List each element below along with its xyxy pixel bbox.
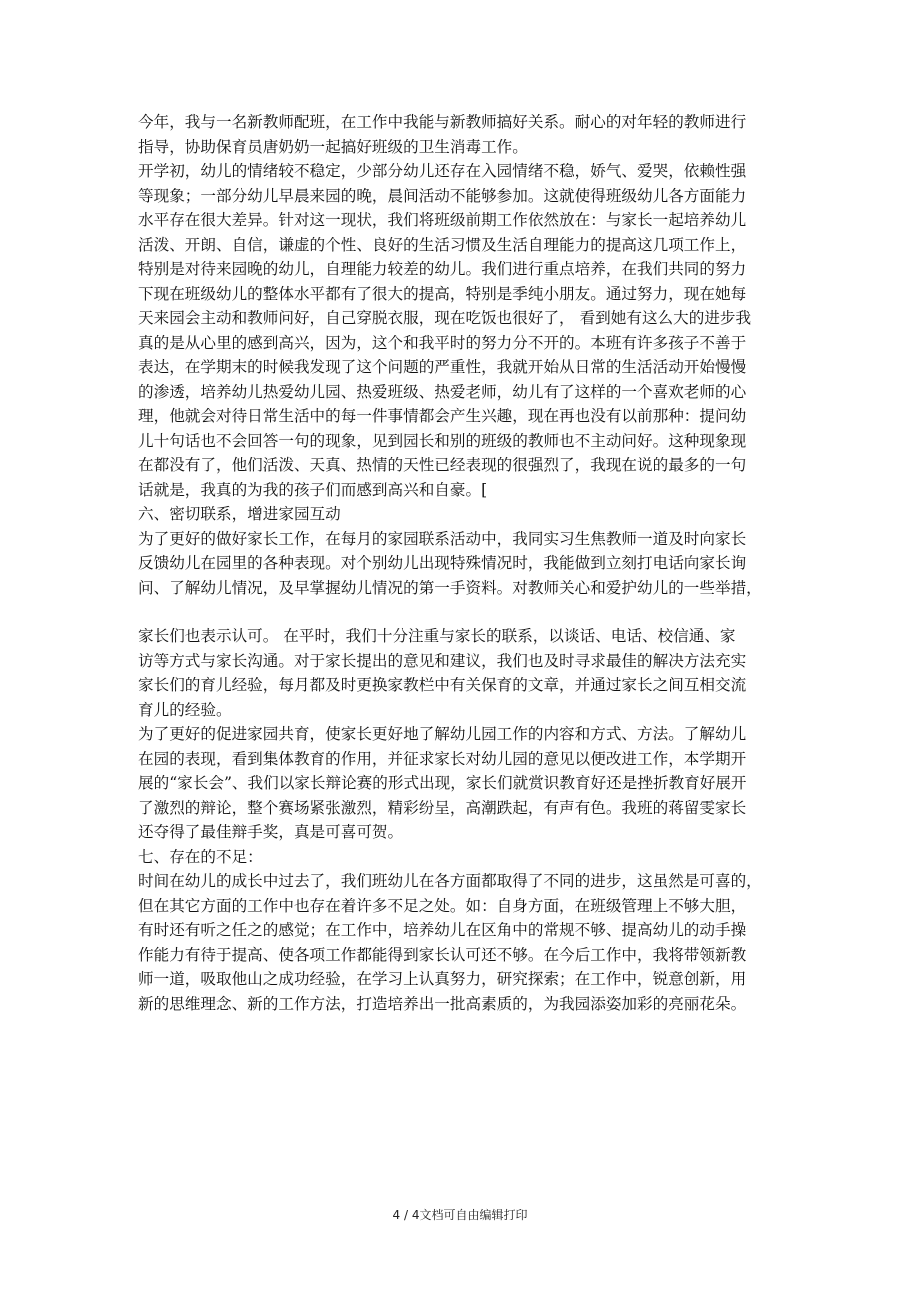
text-line: 理，他就会对待日常生活中的每一件事情都会产生兴趣，现在再也没有以前那种：提问幼	[138, 407, 747, 425]
document-body	[138, 110, 790, 1016]
text-line: 作能力有待于提高、使各项工作都能得到家长认可还不够。在今后工作中，我将带领新教	[138, 945, 747, 964]
text-line: 下现在班级幼儿的整体水平都有了很大的提高，特别是季纯小朋友。通过努力，现在她每	[138, 284, 747, 303]
text-line: 水平存在很大差异。针对这一现状，我们将班级前期工作依然放在：与家长一起培养幼儿	[138, 211, 747, 229]
text-line: 开学初，幼儿的情绪较不稳定，少部分幼儿还存在入园情绪不稳，娇气、爱哭，依赖性强	[138, 162, 747, 180]
text-line: 天来园会主动和教师问好，自己穿脱衣服，现在吃饭也很好了， 看到她有这么大的进步我	[138, 309, 752, 327]
text-line: 在都没有了，他们活泼、天真、热情的天性已经表现的很强烈了，我现在说的最多的一句	[138, 456, 747, 474]
text-line: 问、了解幼儿情况，及早掌握幼儿情况的第一手资料。对教师关心和爱护幼儿的一些举措，	[138, 578, 762, 597]
text-line: 儿十句话也不会回答一句的现象，见到园长和别的班级的教师也不主动问好。这种现象现	[138, 431, 747, 450]
text-line: 今年，我与一名新教师配班，在工作中我能与新教师搞好关系。耐心的对年轻的教师进行	[138, 113, 747, 131]
text-line: 但在其它方面的工作中也存在着许多不足之处。如：自身方面，在班级管理上不够大胆，	[138, 896, 747, 915]
section-heading: 七、存在的不足：	[138, 847, 263, 866]
text-line: 家长们的育儿经验，每月都及时更换家教栏中有关保育的文章，并通过家长之间互相交流	[138, 676, 747, 694]
text-line: 在园的表现，看到集体教育的作用，并征求家长对幼儿园的意见以便改进工作，本学期开	[138, 749, 747, 768]
text-line: 表达，在学期末的时候我发现了这个问题的严重性，我就开始从日常的生活活动开始慢慢	[138, 358, 747, 376]
text-line: 指导，协助保育员唐奶奶一起搞好班级的卫生消毒工作。	[138, 137, 528, 156]
text-line: 活泼、开朗、自信，谦虚的个性、良好的生活习惯及生活自理能力的提高这几项工作上，	[138, 235, 747, 254]
text-line: 访等方式与家长沟通。对于家长提出的意见和建议，我们也及时寻求最佳的解决方法充实	[138, 651, 747, 670]
text-line: 展的“家长会”、我们以家长辩论赛的形式出现，家长们就赏识教育好还是挫折教育好展开	[138, 774, 747, 792]
text-line: 等现象；一部分幼儿早晨来园的晚，晨间活动不能够参加。这就使得班级幼儿各方面能力	[138, 186, 747, 205]
text-line: 为了更好的做好家长工作，在每月的家园联系活动中，我同实习生焦教师一道及时向家长	[138, 529, 747, 548]
text-line: 还夺得了最佳辩手奖，真是可喜可贺。	[138, 823, 404, 841]
text-line: 育儿的经验。	[138, 700, 232, 719]
text-line: 反馈幼儿在园里的各种表现。对个别幼儿出现特殊情况时，我能做到立刻打电话向家长询	[138, 554, 747, 572]
page-footer: 4 / 4文档可自由编辑打印	[392, 1208, 528, 1222]
text-line: 话就是，我真的为我的孩子们而感到高兴和自豪。[	[138, 480, 488, 499]
text-line: 有时还有听之任之的感觉；在工作中，培养幼儿在区角中的常规不够、提高幼儿的动手操	[138, 921, 747, 939]
text-line: 的渗透，培养幼儿热爱幼儿园、热爱班级、热爱老师，幼儿有了这样的一个喜欢老师的心	[138, 382, 747, 401]
text-line: 新的思维理念、新的工作方法，打造培养出一批高素质的，为我园添姿加彩的亮丽花朵。	[138, 994, 747, 1013]
text-line: 真的是从心里的感到高兴，因为，这个和我平时的努力分不开的。本班有许多孩子不善于	[138, 333, 747, 352]
section-heading: 六、密切联系，增进家园互动	[138, 505, 341, 523]
paragraph-gap	[138, 600, 790, 624]
text-line: 为了更好的促进家园共育，使家长更好地了解幼儿园工作的内容和方式、方法。了解幼儿	[138, 725, 747, 743]
text-line: 特别是对待来园晚的幼儿，自理能力较差的幼儿。我们进行重点培养，在我们共同的努力	[138, 260, 747, 278]
text-line: 了激烈的辩论，整个赛场紧张激烈，精彩纷呈，高潮跌起，有声有色。我班的蒋留雯家长	[138, 798, 747, 817]
text-line: 师一道，吸取他山之成功经验，在学习上认真努力，研究探索；在工作中，锐意创新，用	[138, 970, 747, 988]
text-line: 家长们也表示认可。 在平时，我们十分注重与家长的联系，以谈话、电话、校信通、家	[138, 627, 736, 645]
text-line: 时间在幼儿的成长中过去了，我们班幼儿在各方面都取得了不同的进步，这虽然是可喜的，	[138, 872, 762, 890]
